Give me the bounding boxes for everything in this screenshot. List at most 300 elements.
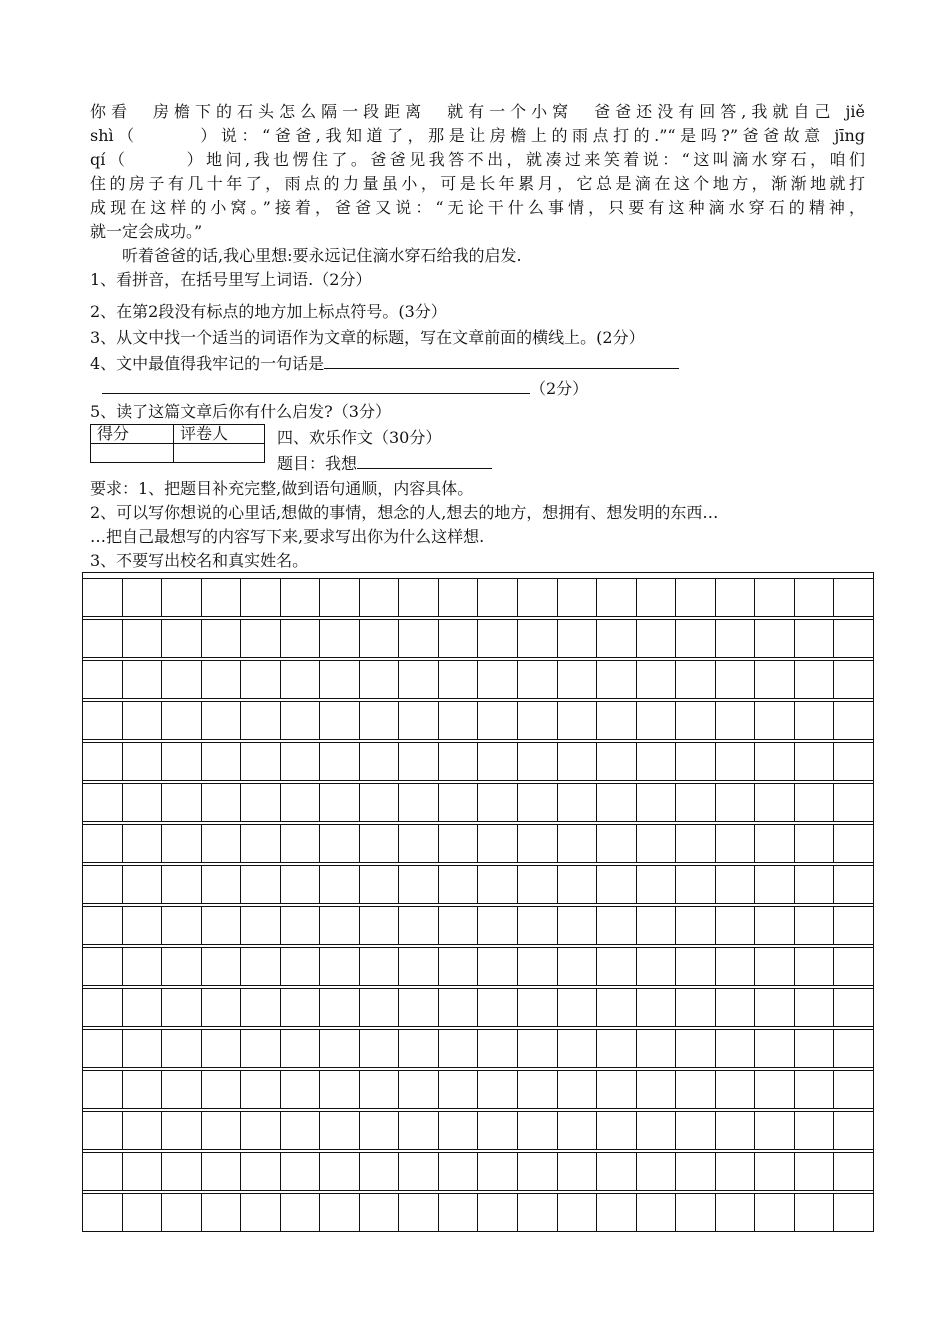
grid-cell[interactable] — [597, 620, 637, 657]
grid-cell[interactable] — [834, 784, 873, 821]
grid-cell[interactable] — [716, 661, 756, 698]
grid-cell[interactable] — [320, 866, 360, 903]
grid-cell[interactable] — [795, 620, 835, 657]
grid-cell[interactable] — [795, 661, 835, 698]
grid-cell[interactable] — [795, 866, 835, 903]
grid-cell[interactable] — [83, 743, 123, 780]
grid-cell[interactable] — [716, 907, 756, 944]
grid-cell[interactable] — [123, 866, 163, 903]
grid-cell[interactable] — [478, 702, 518, 739]
grid-cell[interactable] — [162, 784, 202, 821]
grid-cell[interactable] — [439, 948, 479, 985]
grid-cell[interactable] — [281, 1194, 321, 1231]
grid-cell[interactable] — [518, 579, 558, 616]
grid-cell[interactable] — [281, 743, 321, 780]
grid-cell[interactable] — [281, 702, 321, 739]
grid-cell[interactable] — [558, 948, 598, 985]
grid-cell[interactable] — [518, 825, 558, 862]
grid-cell[interactable] — [676, 907, 716, 944]
grid-cell[interactable] — [597, 1112, 637, 1149]
grid-cell[interactable] — [478, 661, 518, 698]
grid-cell[interactable] — [755, 907, 795, 944]
grid-cell[interactable] — [597, 1071, 637, 1108]
grid-cell[interactable] — [399, 907, 439, 944]
grid-cell[interactable] — [123, 825, 163, 862]
grid-cell[interactable] — [360, 907, 400, 944]
grid-cell[interactable] — [320, 702, 360, 739]
grid-cell[interactable] — [795, 1153, 835, 1190]
grid-cell[interactable] — [281, 1112, 321, 1149]
grid-cell[interactable] — [716, 1071, 756, 1108]
topic-blank[interactable] — [357, 451, 492, 469]
grid-cell[interactable] — [320, 1153, 360, 1190]
grid-cell[interactable] — [123, 948, 163, 985]
grid-cell[interactable] — [716, 579, 756, 616]
grid-cell[interactable] — [716, 620, 756, 657]
grid-cell[interactable] — [558, 907, 598, 944]
grid-cell[interactable] — [834, 948, 873, 985]
grid-cell[interactable] — [439, 620, 479, 657]
grid-cell[interactable] — [795, 989, 835, 1026]
grid-cell[interactable] — [637, 702, 677, 739]
grid-cell[interactable] — [241, 1153, 281, 1190]
grid-cell[interactable] — [834, 661, 873, 698]
grid-cell[interactable] — [478, 579, 518, 616]
grid-cell[interactable] — [755, 702, 795, 739]
grid-cell[interactable] — [202, 1194, 242, 1231]
grid-cell[interactable] — [558, 866, 598, 903]
grid-cell[interactable] — [320, 1194, 360, 1231]
grid-cell[interactable] — [399, 579, 439, 616]
grid-cell[interactable] — [716, 1194, 756, 1231]
grid-cell[interactable] — [676, 661, 716, 698]
grid-cell[interactable] — [399, 784, 439, 821]
grid-cell[interactable] — [399, 948, 439, 985]
grid-cell[interactable] — [162, 948, 202, 985]
grid-cell[interactable] — [518, 1153, 558, 1190]
grid-cell[interactable] — [399, 1030, 439, 1067]
grid-cell[interactable] — [241, 1071, 281, 1108]
grid-cell[interactable] — [834, 620, 873, 657]
grid-cell[interactable] — [716, 784, 756, 821]
grid-cell[interactable] — [439, 743, 479, 780]
grid-cell[interactable] — [716, 825, 756, 862]
grid-cell[interactable] — [360, 661, 400, 698]
grid-cell[interactable] — [478, 948, 518, 985]
grid-cell[interactable] — [755, 1030, 795, 1067]
grid-cell[interactable] — [202, 907, 242, 944]
grid-cell[interactable] — [518, 866, 558, 903]
grid-cell[interactable] — [439, 579, 479, 616]
grid-cell[interactable] — [795, 1112, 835, 1149]
grid-cell[interactable] — [360, 1153, 400, 1190]
grid-cell[interactable] — [162, 1194, 202, 1231]
grid-cell[interactable] — [478, 784, 518, 821]
grid-cell[interactable] — [478, 825, 518, 862]
grid-cell[interactable] — [676, 1112, 716, 1149]
grid-cell[interactable] — [795, 825, 835, 862]
grid-cell[interactable] — [558, 661, 598, 698]
grid-cell[interactable] — [83, 784, 123, 821]
grid-cell[interactable] — [399, 661, 439, 698]
grid-cell[interactable] — [637, 784, 677, 821]
grid-cell[interactable] — [558, 1071, 598, 1108]
grid-cell[interactable] — [83, 825, 123, 862]
grid-cell[interactable] — [123, 702, 163, 739]
grid-cell[interactable] — [439, 907, 479, 944]
grid-cell[interactable] — [597, 743, 637, 780]
grid-cell[interactable] — [518, 907, 558, 944]
grid-cell[interactable] — [320, 825, 360, 862]
grid-cell[interactable] — [162, 866, 202, 903]
grid-cell[interactable] — [518, 702, 558, 739]
grid-cell[interactable] — [162, 989, 202, 1026]
grid-cell[interactable] — [676, 1153, 716, 1190]
grid-cell[interactable] — [281, 825, 321, 862]
grid-cell[interactable] — [202, 579, 242, 616]
grid-cell[interactable] — [123, 620, 163, 657]
grid-cell[interactable] — [676, 825, 716, 862]
grid-cell[interactable] — [558, 620, 598, 657]
grid-cell[interactable] — [360, 702, 400, 739]
grid-cell[interactable] — [83, 661, 123, 698]
grid-cell[interactable] — [83, 1030, 123, 1067]
grid-cell[interactable] — [716, 1153, 756, 1190]
grid-cell[interactable] — [637, 1071, 677, 1108]
answer-line-1[interactable] — [324, 351, 679, 369]
grid-cell[interactable] — [597, 1153, 637, 1190]
grid-cell[interactable] — [320, 661, 360, 698]
grid-cell[interactable] — [162, 1112, 202, 1149]
grid-cell[interactable] — [834, 989, 873, 1026]
grid-cell[interactable] — [320, 989, 360, 1026]
grid-cell[interactable] — [360, 1112, 400, 1149]
grid-cell[interactable] — [637, 989, 677, 1026]
grid-cell[interactable] — [162, 825, 202, 862]
grid-cell[interactable] — [162, 907, 202, 944]
grid-cell[interactable] — [83, 866, 123, 903]
grid-cell[interactable] — [360, 620, 400, 657]
grid-cell[interactable] — [123, 1071, 163, 1108]
grid-cell[interactable] — [597, 1030, 637, 1067]
grid-cell[interactable] — [637, 620, 677, 657]
grid-cell[interactable] — [123, 1030, 163, 1067]
grid-cell[interactable] — [478, 1112, 518, 1149]
grid-cell[interactable] — [399, 1194, 439, 1231]
grid-cell[interactable] — [795, 948, 835, 985]
grid-cell[interactable] — [360, 784, 400, 821]
grid-cell[interactable] — [518, 948, 558, 985]
grid-cell[interactable] — [123, 661, 163, 698]
grid-cell[interactable] — [399, 1071, 439, 1108]
grid-cell[interactable] — [123, 1153, 163, 1190]
grid-cell[interactable] — [439, 866, 479, 903]
grid-cell[interactable] — [123, 784, 163, 821]
grid-cell[interactable] — [320, 620, 360, 657]
grid-cell[interactable] — [162, 702, 202, 739]
grid-cell[interactable] — [676, 948, 716, 985]
grid-cell[interactable] — [123, 989, 163, 1026]
grid-cell[interactable] — [478, 989, 518, 1026]
grid-cell[interactable] — [518, 743, 558, 780]
grid-cell[interactable] — [676, 702, 716, 739]
grid-cell[interactable] — [83, 907, 123, 944]
grid-cell[interactable] — [518, 784, 558, 821]
grid-cell[interactable] — [676, 743, 716, 780]
grid-cell[interactable] — [597, 702, 637, 739]
grid-cell[interactable] — [360, 866, 400, 903]
grid-cell[interactable] — [202, 1112, 242, 1149]
grid-cell[interactable] — [123, 1194, 163, 1231]
grid-cell[interactable] — [241, 948, 281, 985]
grid-cell[interactable] — [83, 1194, 123, 1231]
grid-cell[interactable] — [399, 743, 439, 780]
grid-cell[interactable] — [597, 579, 637, 616]
grid-cell[interactable] — [399, 989, 439, 1026]
grid-cell[interactable] — [83, 1153, 123, 1190]
grid-cell[interactable] — [755, 743, 795, 780]
grid-cell[interactable] — [439, 661, 479, 698]
grid-cell[interactable] — [123, 579, 163, 616]
grid-cell[interactable] — [439, 1112, 479, 1149]
grid-cell[interactable] — [83, 948, 123, 985]
grid-cell[interactable] — [676, 1071, 716, 1108]
grid-cell[interactable] — [241, 825, 281, 862]
grid-cell[interactable] — [716, 743, 756, 780]
grid-cell[interactable] — [637, 1194, 677, 1231]
grid-cell[interactable] — [439, 1194, 479, 1231]
grid-cell[interactable] — [518, 1194, 558, 1231]
grid-cell[interactable] — [83, 579, 123, 616]
grid-cell[interactable] — [795, 1071, 835, 1108]
grid-cell[interactable] — [162, 1071, 202, 1108]
grid-cell[interactable] — [202, 825, 242, 862]
grid-cell[interactable] — [834, 825, 873, 862]
grid-cell[interactable] — [162, 579, 202, 616]
grid-cell[interactable] — [755, 989, 795, 1026]
grid-cell[interactable] — [834, 907, 873, 944]
grid-cell[interactable] — [281, 1071, 321, 1108]
grid-cell[interactable] — [834, 1030, 873, 1067]
grid-cell[interactable] — [795, 1030, 835, 1067]
grid-cell[interactable] — [518, 1071, 558, 1108]
grid-cell[interactable] — [439, 1153, 479, 1190]
grid-cell[interactable] — [202, 948, 242, 985]
grid-cell[interactable] — [755, 866, 795, 903]
grid-cell[interactable] — [123, 743, 163, 780]
grid-cell[interactable] — [518, 620, 558, 657]
grid-cell[interactable] — [202, 784, 242, 821]
grid-cell[interactable] — [241, 907, 281, 944]
grid-cell[interactable] — [241, 1030, 281, 1067]
grid-cell[interactable] — [399, 702, 439, 739]
grid-cell[interactable] — [597, 948, 637, 985]
grid-cell[interactable] — [202, 620, 242, 657]
grid-cell[interactable] — [478, 743, 518, 780]
grid-cell[interactable] — [281, 866, 321, 903]
grid-cell[interactable] — [834, 743, 873, 780]
grid-cell[interactable] — [637, 1153, 677, 1190]
grid-cell[interactable] — [202, 1071, 242, 1108]
grid-cell[interactable] — [202, 743, 242, 780]
grid-cell[interactable] — [241, 702, 281, 739]
grid-cell[interactable] — [795, 784, 835, 821]
grid-cell[interactable] — [241, 1112, 281, 1149]
grid-cell[interactable] — [320, 743, 360, 780]
grid-cell[interactable] — [281, 948, 321, 985]
grid-cell[interactable] — [320, 948, 360, 985]
grid-cell[interactable] — [478, 1194, 518, 1231]
grid-cell[interactable] — [716, 948, 756, 985]
grid-cell[interactable] — [241, 989, 281, 1026]
grid-cell[interactable] — [478, 620, 518, 657]
grid-cell[interactable] — [202, 1030, 242, 1067]
grid-cell[interactable] — [202, 866, 242, 903]
grid-cell[interactable] — [716, 866, 756, 903]
grid-cell[interactable] — [637, 661, 677, 698]
grid-cell[interactable] — [558, 579, 598, 616]
grid-cell[interactable] — [320, 1112, 360, 1149]
grid-cell[interactable] — [597, 907, 637, 944]
grid-cell[interactable] — [716, 1030, 756, 1067]
grid-cell[interactable] — [676, 1194, 716, 1231]
grid-cell[interactable] — [558, 1153, 598, 1190]
grid-cell[interactable] — [518, 661, 558, 698]
grid-cell[interactable] — [320, 907, 360, 944]
grid-cell[interactable] — [597, 989, 637, 1026]
grid-cell[interactable] — [241, 866, 281, 903]
grid-cell[interactable] — [795, 579, 835, 616]
grid-cell[interactable] — [755, 579, 795, 616]
grid-cell[interactable] — [478, 1153, 518, 1190]
grid-cell[interactable] — [83, 1071, 123, 1108]
grid-cell[interactable] — [162, 743, 202, 780]
grid-cell[interactable] — [320, 579, 360, 616]
grid-cell[interactable] — [162, 620, 202, 657]
grid-cell[interactable] — [597, 784, 637, 821]
grid-cell[interactable] — [202, 702, 242, 739]
grid-cell[interactable] — [518, 1030, 558, 1067]
grid-cell[interactable] — [834, 1112, 873, 1149]
grid-cell[interactable] — [755, 661, 795, 698]
grid-cell[interactable] — [755, 948, 795, 985]
grid-cell[interactable] — [558, 825, 598, 862]
grid-cell[interactable] — [478, 866, 518, 903]
grid-cell[interactable] — [558, 1112, 598, 1149]
grid-cell[interactable] — [558, 1030, 598, 1067]
grid-cell[interactable] — [637, 825, 677, 862]
grid-cell[interactable] — [518, 989, 558, 1026]
grid-cell[interactable] — [360, 1030, 400, 1067]
grid-cell[interactable] — [478, 1071, 518, 1108]
grid-cell[interactable] — [241, 743, 281, 780]
grid-cell[interactable] — [676, 1030, 716, 1067]
grid-cell[interactable] — [795, 743, 835, 780]
grid-cell[interactable] — [676, 620, 716, 657]
grid-cell[interactable] — [834, 1194, 873, 1231]
grid-cell[interactable] — [281, 661, 321, 698]
grid-cell[interactable] — [360, 1194, 400, 1231]
grid-cell[interactable] — [281, 1030, 321, 1067]
grid-cell[interactable] — [637, 948, 677, 985]
grid-cell[interactable] — [834, 579, 873, 616]
grid-cell[interactable] — [637, 907, 677, 944]
grid-cell[interactable] — [83, 1112, 123, 1149]
grid-cell[interactable] — [558, 989, 598, 1026]
grid-cell[interactable] — [834, 866, 873, 903]
grid-cell[interactable] — [597, 866, 637, 903]
grid-cell[interactable] — [558, 1194, 598, 1231]
grid-cell[interactable] — [755, 1194, 795, 1231]
grid-cell[interactable] — [360, 1071, 400, 1108]
grid-cell[interactable] — [637, 866, 677, 903]
grid-cell[interactable] — [241, 784, 281, 821]
grid-cell[interactable] — [202, 989, 242, 1026]
grid-cell[interactable] — [834, 702, 873, 739]
grid-cell[interactable] — [320, 1071, 360, 1108]
grid-cell[interactable] — [834, 1071, 873, 1108]
grid-cell[interactable] — [281, 620, 321, 657]
grid-cell[interactable] — [478, 1030, 518, 1067]
grid-cell[interactable] — [281, 989, 321, 1026]
grid-cell[interactable] — [676, 784, 716, 821]
grid-cell[interactable] — [755, 1112, 795, 1149]
grid-cell[interactable] — [241, 620, 281, 657]
grid-cell[interactable] — [558, 784, 598, 821]
grid-cell[interactable] — [360, 989, 400, 1026]
answer-line-2[interactable] — [102, 376, 530, 394]
grid-cell[interactable] — [755, 784, 795, 821]
grid-cell[interactable] — [162, 1030, 202, 1067]
grid-cell[interactable] — [597, 661, 637, 698]
grid-cell[interactable] — [439, 1071, 479, 1108]
grid-cell[interactable] — [716, 989, 756, 1026]
grid-cell[interactable] — [281, 784, 321, 821]
grid-cell[interactable] — [755, 620, 795, 657]
grid-cell[interactable] — [637, 1030, 677, 1067]
grid-cell[interactable] — [123, 907, 163, 944]
grid-cell[interactable] — [399, 866, 439, 903]
grid-cell[interactable] — [162, 661, 202, 698]
grid-cell[interactable] — [360, 948, 400, 985]
grid-cell[interactable] — [320, 1030, 360, 1067]
grid-cell[interactable] — [123, 1112, 163, 1149]
grid-cell[interactable] — [716, 1112, 756, 1149]
grid-cell[interactable] — [241, 1194, 281, 1231]
grid-cell[interactable] — [597, 1194, 637, 1231]
grid-cell[interactable] — [597, 825, 637, 862]
grid-cell[interactable] — [241, 579, 281, 616]
grid-cell[interactable] — [83, 620, 123, 657]
grid-cell[interactable] — [795, 907, 835, 944]
grid-cell[interactable] — [795, 702, 835, 739]
grid-cell[interactable] — [834, 1153, 873, 1190]
grid-cell[interactable] — [439, 825, 479, 862]
grid-cell[interactable] — [281, 907, 321, 944]
grid-cell[interactable] — [755, 825, 795, 862]
grid-cell[interactable] — [558, 702, 598, 739]
grid-cell[interactable] — [281, 1153, 321, 1190]
grid-cell[interactable] — [360, 825, 400, 862]
grader-cell[interactable] — [174, 444, 265, 463]
grid-cell[interactable] — [795, 1194, 835, 1231]
grid-cell[interactable] — [360, 743, 400, 780]
grid-cell[interactable] — [637, 579, 677, 616]
grid-cell[interactable] — [558, 743, 598, 780]
grid-cell[interactable] — [202, 1153, 242, 1190]
grid-cell[interactable] — [360, 579, 400, 616]
grid-cell[interactable] — [281, 579, 321, 616]
